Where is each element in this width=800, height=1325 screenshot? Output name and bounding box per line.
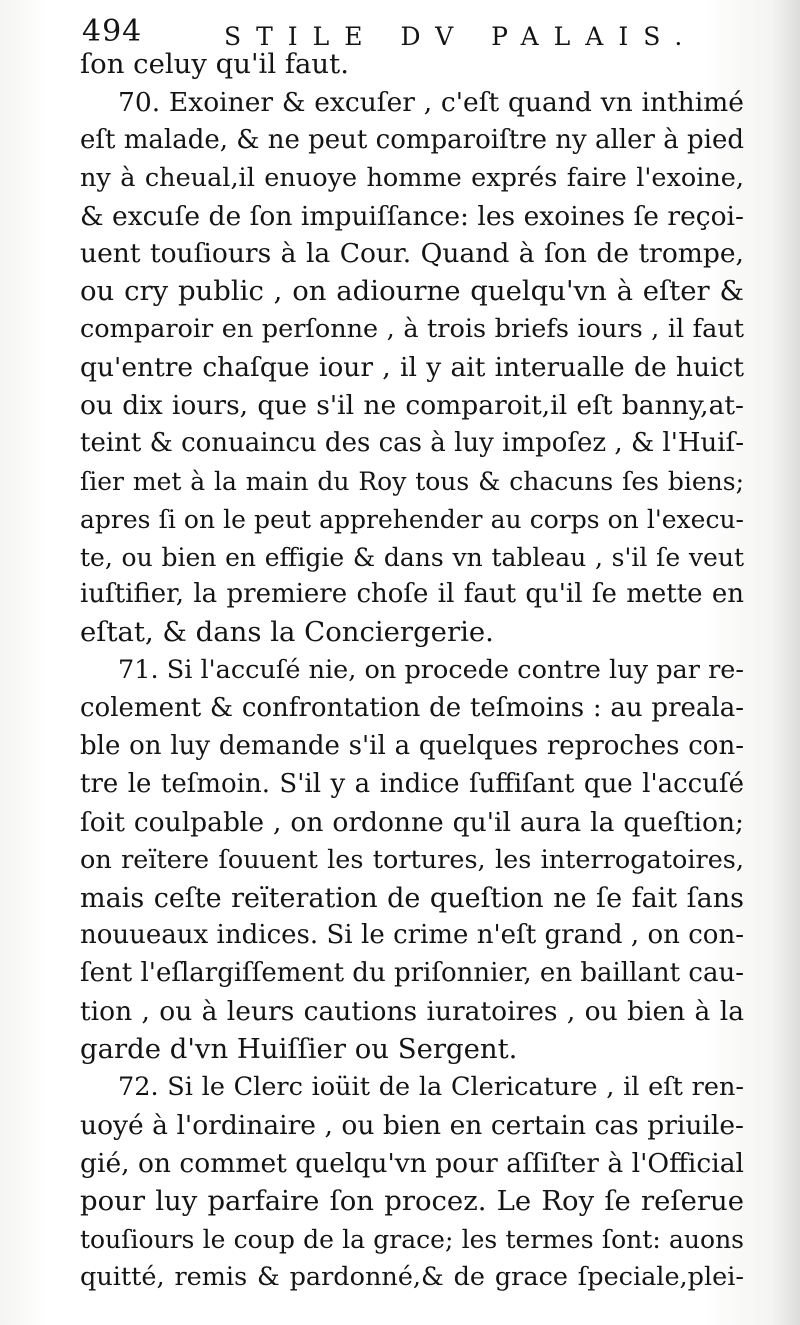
text-line: 72. Si le Clerc ioüit de la Clericature , il eſt ren-: [118, 1072, 744, 1103]
text-line: ſent l'eſlargiſſement du priſonnier, en baillant cau-: [80, 958, 744, 989]
text-line: ſoit coulpable , on ordonne qu'il aura la queſtion;: [80, 806, 744, 838]
text-line: on reïtere ſouuent les tortures, les interrogatoires,: [80, 844, 744, 875]
text-line: ſon celuy qu'il faut.: [80, 48, 349, 80]
text-line: te, ou bien en effigie & dans vn tableau , s'il ſe veut: [80, 542, 744, 572]
text-line: comparoir en perſonne , à trois briefs iours , il faut: [80, 314, 744, 345]
text-line: quitté, remis & pardonné,& de grace ſpeciale,plei-: [80, 1261, 744, 1292]
text-line: ble on luy demande s'il a quelques reproches con-: [80, 731, 744, 762]
text-line: nouueaux indices. Si le crime n'eſt grand , on con-: [80, 920, 744, 951]
text-line: eſt malade, & ne peut comparoiſtre ny aller à pied: [80, 124, 744, 155]
body-text: [80, 46, 744, 1296]
text-line: teint & conuaincu des cas à luy impoſez , & l'Huiſ-: [80, 427, 744, 458]
text-line: & excuſe de ſon impuiſſance: les exoines ſe reçoi-: [80, 200, 744, 232]
text-line: ou dix iours, que s'il ne comparoit,il eſt banny,at-: [80, 390, 744, 422]
text-line: 70. Exoiner & excuſer , c'eſt quand vn inthimé: [118, 86, 744, 118]
page-edge-shadow: [772, 0, 800, 1325]
text-line: eſtat, & dans la Conciergerie.: [80, 616, 494, 649]
text-line: colement & confrontation de teſmoins : au preala-: [80, 693, 744, 724]
text-line: touſiours le coup de la grace; les termes ſont: auons: [80, 1224, 744, 1254]
text-line: mais ceſte reïteration de queſtion ne ſe fait ſans: [80, 882, 744, 914]
running-title: STILE DV PALAIS.: [224, 22, 698, 51]
text-line: tre le teſmoin. S'il y a indice ſuffiſant que l'accuſé: [80, 768, 744, 799]
text-line: apres ſi on le peut apprehender au corps on l'execu-: [80, 504, 744, 534]
text-line: tion , ou à leurs cautions iuratoires , ou bien à la: [80, 996, 744, 1028]
text-line: ſier met à la main du Roy tous & chacuns ſes biens;: [80, 466, 744, 496]
text-line: gié, on commet quelqu'vn pour aſſiſter à l'Official: [80, 1147, 744, 1179]
text-line: uoyé à l'ordinaire , ou bien en certain cas priuile-: [80, 1109, 744, 1141]
text-line: pour luy parfaire ſon procez. Le Roy ſe reſerue: [80, 1184, 744, 1217]
text-line: ou cry public , on adiourne quelqu'vn à eſter &: [80, 275, 744, 308]
text-line: uent touſiours à la Cour. Quand à ſon de trompe,: [80, 238, 744, 270]
text-line: iuſtifier, la premiere choſe il faut qu'il ſe mette en: [80, 579, 744, 610]
text-line: garde d'vn Huiſſier ou Sergent.: [80, 1033, 518, 1066]
page-number: 494: [82, 14, 143, 49]
text-line: qu'entre chaſque iour , il y ait interualle de huict: [80, 352, 744, 384]
text-line: ny à cheual,il enuoye homme exprés faire l'exoine,: [80, 162, 744, 193]
text-line: 71. Si l'accuſé nie, on procede contre luy par re-: [118, 655, 744, 686]
